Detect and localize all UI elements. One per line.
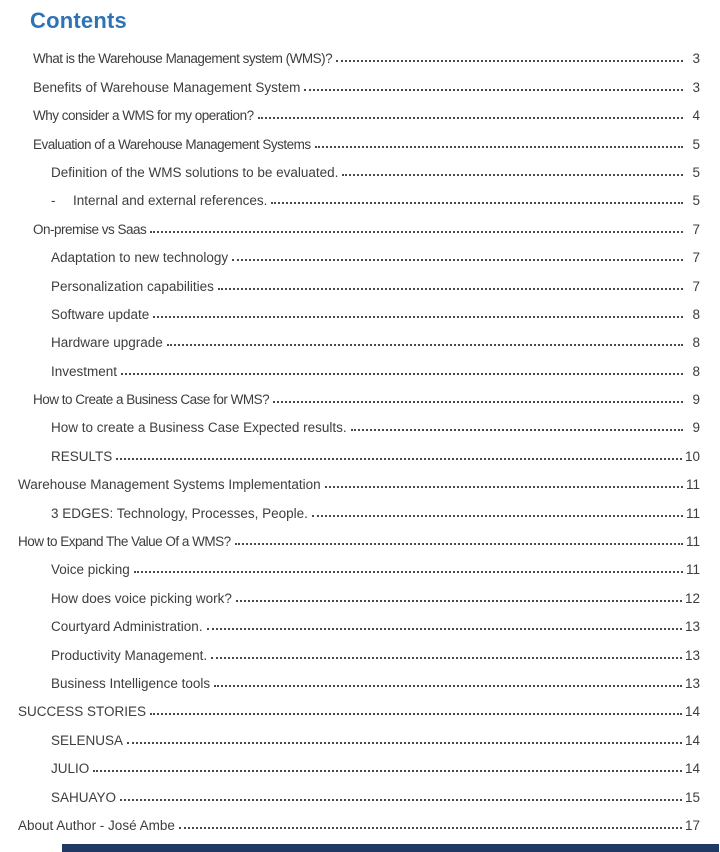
dot-leader xyxy=(218,288,683,290)
toc-entry-text: JULIO xyxy=(51,761,90,777)
dot-leader xyxy=(214,685,682,687)
toc-entry-text: What is the Warehouse Management system (WMS)? xyxy=(33,51,333,67)
dot-leader xyxy=(312,515,683,517)
dot-leader xyxy=(120,799,682,801)
page-number: 5 xyxy=(692,193,700,209)
toc-entry-text: Benefits of Warehouse Management System xyxy=(33,79,301,95)
toc-entry-text: SAHUAYO xyxy=(51,789,117,805)
toc-entry[interactable] xyxy=(51,156,700,184)
toc-entry[interactable] xyxy=(18,695,700,723)
page-number: 7 xyxy=(692,221,700,237)
page-number: 14 xyxy=(684,761,700,777)
toc-entry[interactable] xyxy=(51,581,700,609)
page-number: 5 xyxy=(692,136,700,152)
toc-entry-text: Adaptation to new technology xyxy=(51,250,229,266)
toc-entry[interactable] xyxy=(18,468,700,496)
toc-entry[interactable] xyxy=(51,610,700,638)
page-number: 12 xyxy=(684,590,700,606)
dot-leader xyxy=(342,174,683,176)
dot-leader xyxy=(351,429,683,431)
page-number: 8 xyxy=(692,363,700,379)
toc-entry[interactable] xyxy=(51,667,700,695)
toc-entry-text: How to create a Business Case Expected results. xyxy=(51,420,347,436)
page-number: 13 xyxy=(684,647,700,663)
dot-leader xyxy=(179,827,682,829)
dot-leader xyxy=(236,600,682,602)
page-number: 4 xyxy=(692,108,700,124)
toc-entry[interactable] xyxy=(51,326,700,354)
toc-entry[interactable] xyxy=(51,780,700,808)
toc-entry[interactable] xyxy=(51,269,700,297)
dot-leader xyxy=(336,60,683,62)
dot-leader xyxy=(93,770,682,772)
page-number: 10 xyxy=(684,448,700,464)
page-number: 13 xyxy=(684,619,700,635)
page-number: 11 xyxy=(685,477,700,493)
dot-leader xyxy=(273,401,683,403)
page-number: 7 xyxy=(692,278,700,294)
page-number: 7 xyxy=(692,250,700,266)
page-number: 14 xyxy=(684,704,700,720)
toc-entry[interactable] xyxy=(51,298,700,326)
page-number: 5 xyxy=(692,164,700,180)
toc-entry-text: How to Expand The Value Of a WMS? xyxy=(18,534,231,550)
dot-leader xyxy=(116,458,682,460)
toc-entry[interactable] xyxy=(33,99,700,127)
toc-entry-text: Voice picking xyxy=(51,562,130,578)
dot-leader xyxy=(153,316,683,318)
toc-entry[interactable] xyxy=(51,184,700,212)
toc-entry-dash: - xyxy=(51,193,56,209)
toc-entry[interactable] xyxy=(33,70,700,98)
toc-entry[interactable] xyxy=(18,525,700,553)
toc-entry[interactable] xyxy=(51,752,700,780)
dot-leader xyxy=(207,628,682,630)
toc-entry[interactable] xyxy=(33,127,700,155)
toc-entry[interactable] xyxy=(33,212,700,240)
page-number: 8 xyxy=(692,335,700,351)
dot-leader xyxy=(325,486,683,488)
dot-leader xyxy=(271,202,683,204)
toc-entry-text: Warehouse Management Systems Implementation xyxy=(18,477,321,493)
toc-entry-text: Business Intelligence tools xyxy=(51,675,211,691)
toc-entry-text: Definition of the WMS solutions to be evaluated. xyxy=(51,164,339,180)
toc-entry[interactable] xyxy=(33,383,700,411)
page-number: 13 xyxy=(684,675,700,691)
dot-leader xyxy=(232,259,683,261)
page-number: 3 xyxy=(692,51,700,67)
toc-entry-text: RESULTS xyxy=(51,448,113,464)
page-number: 3 xyxy=(692,79,700,95)
page-number: 17 xyxy=(684,817,700,833)
page-number: 11 xyxy=(685,505,700,521)
toc-entry-text: Internal and external references. xyxy=(73,193,268,209)
toc-entry[interactable] xyxy=(18,809,700,837)
page-number: 9 xyxy=(692,420,700,436)
dot-leader xyxy=(167,344,683,346)
footer-band xyxy=(62,844,719,852)
page-number: 15 xyxy=(684,789,700,805)
page-number: 11 xyxy=(685,534,700,550)
toc-entry-text: 3 EDGES: Technology, Processes, People. xyxy=(51,505,308,521)
toc-entry-text: SELENUSA xyxy=(51,732,124,748)
toc-entry[interactable] xyxy=(51,638,700,666)
toc-entry-text: About Author - José Ambe xyxy=(18,817,175,833)
toc-entry-text: Software update xyxy=(51,306,150,322)
toc-entry-text: Courtyard Administration. xyxy=(51,619,203,635)
dot-leader xyxy=(258,117,683,119)
dot-leader xyxy=(211,657,682,659)
toc-entry-text: Personalization capabilities xyxy=(51,278,214,294)
dot-leader xyxy=(134,571,683,573)
dot-leader xyxy=(235,543,683,545)
toc-entry-text: How to Create a Business Case for WMS? xyxy=(33,392,270,408)
toc-entry[interactable] xyxy=(51,723,700,751)
dot-leader xyxy=(127,742,682,744)
dot-leader xyxy=(121,373,683,375)
toc-entry-text: Investment xyxy=(51,363,118,379)
dot-leader xyxy=(150,713,682,715)
page-title: Contents xyxy=(30,8,127,33)
toc-entry-text: How does voice picking work? xyxy=(51,590,232,606)
toc-entry-text: Why consider a WMS for my operation? xyxy=(33,108,254,124)
toc-entry-text: Productivity Management. xyxy=(51,647,208,663)
toc-entry[interactable] xyxy=(33,42,700,70)
toc-entry[interactable] xyxy=(51,354,700,382)
dot-leader xyxy=(150,231,683,233)
toc-entry[interactable] xyxy=(51,241,700,269)
toc-entry[interactable] xyxy=(51,411,700,439)
toc-entry-text: On-premise vs Saas xyxy=(33,221,147,237)
toc-entry[interactable] xyxy=(51,439,700,467)
page-number: 9 xyxy=(692,392,700,408)
toc-entry-text: Hardware upgrade xyxy=(51,335,163,351)
dot-leader xyxy=(304,89,683,91)
page-number: 11 xyxy=(685,562,700,578)
toc-entry[interactable] xyxy=(51,496,700,524)
toc-entry-text: SUCCESS STORIES xyxy=(18,704,147,720)
toc-list xyxy=(18,42,700,837)
toc-entry-text: Evaluation of a Warehouse Management Systems xyxy=(33,136,311,152)
dot-leader xyxy=(315,146,683,148)
page-number: 8 xyxy=(692,306,700,322)
toc-entry[interactable] xyxy=(51,553,700,581)
page-number: 14 xyxy=(684,732,700,748)
